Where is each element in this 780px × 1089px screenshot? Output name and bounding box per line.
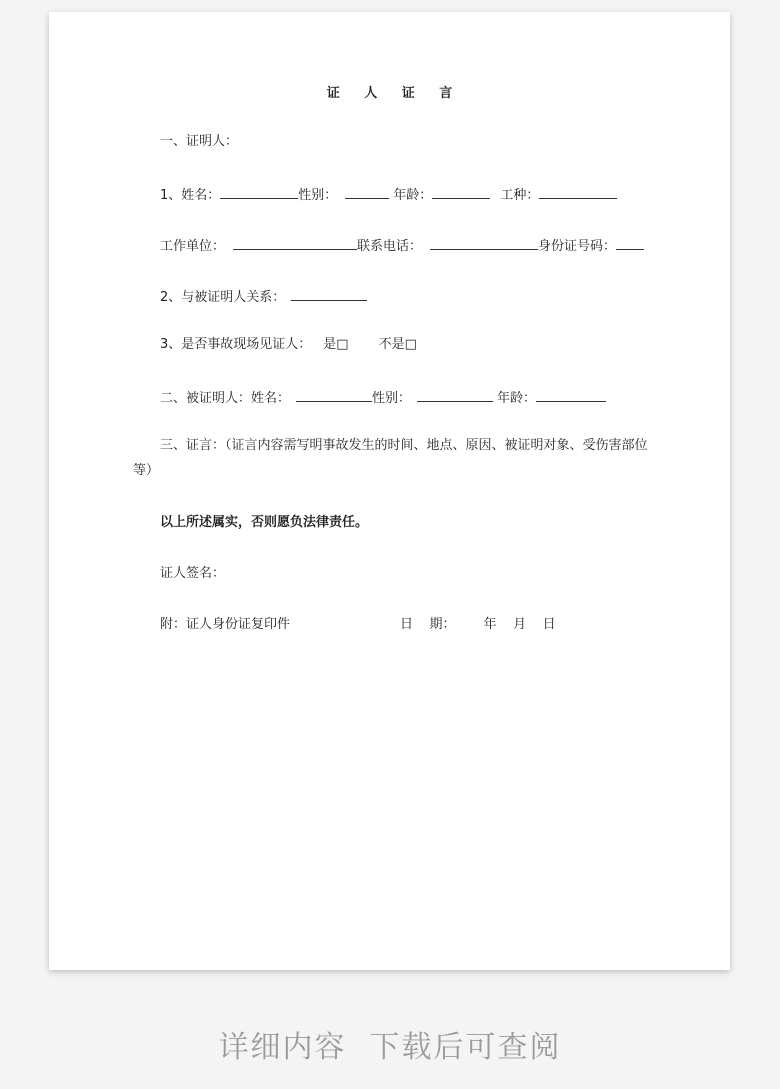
subject-gender-blank xyxy=(417,387,493,402)
download-hint: 详细内容 下载后可查阅 xyxy=(218,1030,562,1065)
job-label: 工种： xyxy=(500,188,540,203)
eyewitness-question: 3、是否事故现场见证人： xyxy=(160,337,312,352)
gender-blank xyxy=(345,184,389,199)
witness-info-row xyxy=(160,184,617,205)
age-blank xyxy=(432,184,490,199)
name-blank xyxy=(220,184,298,199)
name-label: 1、姓名： xyxy=(160,188,221,203)
eyewitness-no: 不是□ xyxy=(378,337,417,352)
declaration: 以上所述属实，否则愿负法律责任。 xyxy=(160,515,369,530)
signature-label: 证人签名： xyxy=(160,566,226,581)
subject-gender-label: 性别： xyxy=(372,391,412,406)
subject-name-blank xyxy=(296,387,372,402)
workplace-label: 工作单位： xyxy=(160,239,226,254)
document-page xyxy=(49,12,730,970)
attachment-text: 附：证人身份证复印件 xyxy=(160,617,291,632)
date-label: 日 期： xyxy=(400,617,456,632)
id-blank xyxy=(616,235,644,250)
testimony-line-2: 等） xyxy=(133,463,160,478)
eyewitness-yes: 是□ xyxy=(323,337,349,352)
subject-info-row xyxy=(160,387,606,408)
gender-label: 性别： xyxy=(298,188,338,203)
age-label: 年龄： xyxy=(393,188,433,203)
witness-contact-row xyxy=(160,235,644,256)
attachment-row xyxy=(160,616,556,634)
job-blank xyxy=(539,184,617,199)
relation-blank xyxy=(291,286,367,301)
eyewitness-row xyxy=(160,336,417,354)
date-parts: 年 月 日 xyxy=(483,617,556,632)
subject-label: 二、被证明人：姓名： xyxy=(160,391,291,406)
subject-age-label: 年龄： xyxy=(497,391,537,406)
testimony-line-1: 三、证言：（证言内容需写明事故发生的时间、地点、原因、被证明对象、受伤害部位 xyxy=(160,438,648,453)
subject-age-blank xyxy=(536,387,606,402)
id-label: 身份证号码： xyxy=(538,239,617,254)
relation-label: 2、与被证明人关系： xyxy=(160,290,286,305)
document-title: 证 人 证 言 xyxy=(326,86,463,101)
relation-row xyxy=(160,286,367,307)
section1-heading: 一、证明人： xyxy=(160,134,239,149)
workplace-blank xyxy=(233,235,357,250)
phone-label: 联系电话： xyxy=(357,239,423,254)
phone-blank xyxy=(430,235,538,250)
